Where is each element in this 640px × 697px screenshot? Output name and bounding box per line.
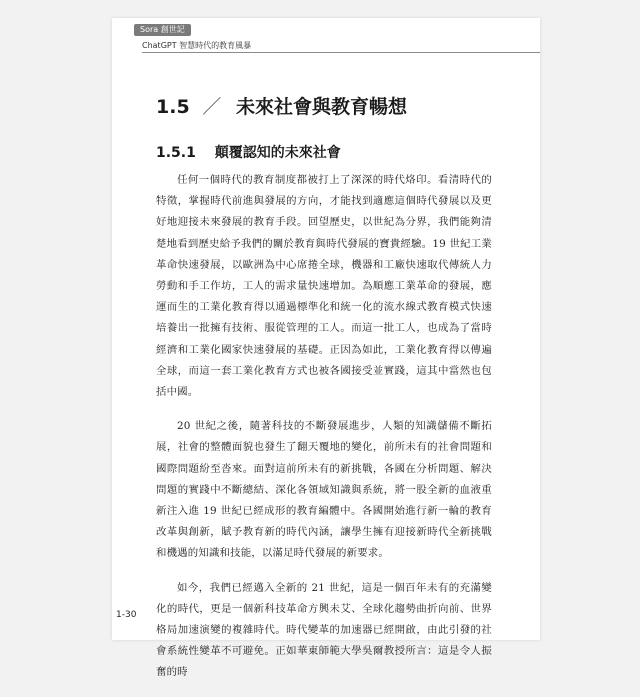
- section-number: 1.5: [156, 96, 190, 118]
- subsection-number: 1.5.1: [156, 145, 196, 161]
- running-header: ChatGPT 智慧時代的教育風暴: [142, 41, 252, 50]
- book-title-badge: Sora 創世記: [134, 24, 191, 36]
- section-heading: [156, 92, 407, 119]
- section-separator: ／: [202, 96, 222, 118]
- paragraph: 如今，我們已經邁入全新的 21 世紀，這是一個百年未有的充滿變化的時代，更是一個新科技革命方興未艾、全球化趨勢曲折向前、世界格局加速演變的複雜時代。時代變革的加速器已經開啟，由此引發的社會系統性變革不可避免。正如華東師範大學吳爾教授所言：這是令人振奮的時: [156, 581, 492, 679]
- body-text: [156, 170, 492, 697]
- paragraph: 任何一個時代的教育制度都被打上了深深的時代烙印。看清時代的特徵，掌握時代前進與發展的方向，才能找到適應這個時代發展以及更好地迎接未來發展的教育手段。回望歷史，以世紀為分界，我們能夠清楚地看到歷史給予我們的關於教育與時代發展的寶貴經驗。19 世紀工業革命快速發展，以歐洲為中心席捲全球，機器和工廠快速取代傳統人力勞動和手工作坊，工人的需求量快速增加。為順應工業革命的發展，應運而生的工業化教育得以通過標準化和統一化的流水線式教育模式快速培養出一批擁有技術、服從管理的工人。而這一批工人，也成為了當時經濟和工業化國家快速發展的基礎。正因為如此，工業化教育得以傳遍全球，而這一套工業化教育方式也被各國接受並實踐，這其中當然也包括中國。: [156, 174, 492, 399]
- section-title: 未來社會與教育暢想: [235, 96, 407, 118]
- subsection-heading: [156, 142, 341, 162]
- book-page: [112, 18, 540, 679]
- subsection-title: 顛覆認知的未來社會: [214, 145, 341, 161]
- page-number: 1-30: [116, 610, 137, 620]
- header-divider: [142, 52, 540, 53]
- paragraph: 20 世紀之後，隨著科技的不斷發展進步，人類的知識儲備不斷拓展，社會的整體面貌也發生了翻天覆地的變化，前所未有的社會問題和國際問題紛至沓來。面對這前所未有的新挑戰，各國在分析問題、解決問題的實踐中不斷總結、深化各領域知識與系統，將一股全新的血液重新注入進 19 世紀已經成形的教育編體中。各國開始進行新一輪的教育改革與創新，賦予教育新的時代內涵，讓學生擁有迎接新時代全新挑戰和機遇的知識和技能，以滿足時代發展的新要求。: [156, 420, 492, 560]
